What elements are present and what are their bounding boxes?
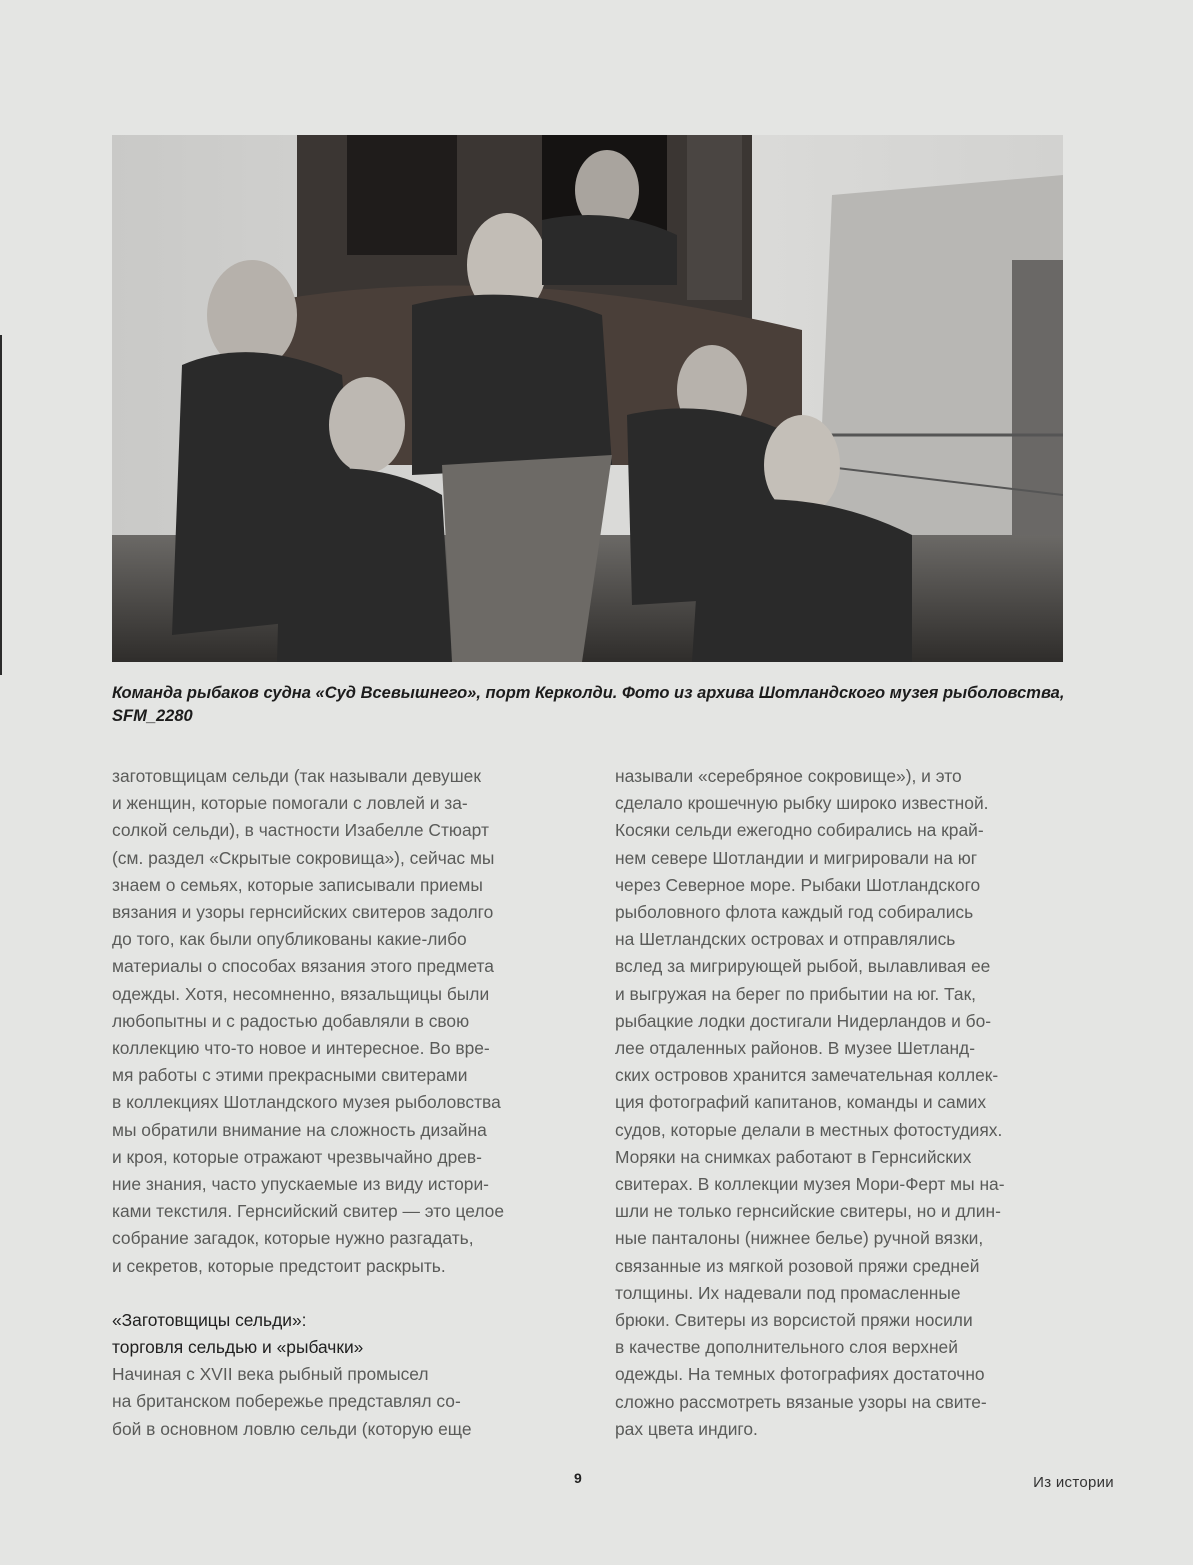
- text-line: судов, которые делали в местных фотостудиях.: [615, 1119, 1003, 1140]
- caption-line: Команда рыбаков судна «Суд Всевышнего», порт Керколди. Фото из архива Шотландского музея рыболовства,: [112, 684, 1065, 702]
- text-line: любопытны и с радостью добавляли в свою: [112, 1010, 470, 1031]
- text-line: ками текстиля. Гернсийский свитер — это целое: [112, 1201, 505, 1222]
- text-line: рыболовного флота каждый год собирались: [615, 902, 974, 923]
- text-line: в коллекциях Шотландского музея рыболовства: [112, 1092, 501, 1113]
- text-line: Моряки на снимках работают в Гернсийских: [615, 1146, 972, 1167]
- text-line: толщины. Их надевали под промасленные: [615, 1282, 961, 1303]
- text-line: ние знания, часто упускаемые из виду истори-: [112, 1174, 489, 1195]
- text-line: бой в основном ловлю сельди (которую еще: [112, 1418, 472, 1439]
- text-line: ских островов хранится замечательная коллек-: [615, 1065, 999, 1086]
- text-line: на Шетландских островах и отправлялись: [615, 929, 956, 950]
- subheading-line: «Заготовщицы сельди»:: [112, 1309, 307, 1330]
- text-line: свитерах. В коллекции музея Мори-Ферт мы на-: [615, 1174, 1005, 1195]
- page-number: 9: [574, 1470, 582, 1486]
- text-line: через Северное море. Рыбаки Шотландского: [615, 874, 981, 895]
- text-line: солкой сельди), в частности Изабелле Стюарт: [112, 820, 489, 841]
- text-line: шли не только гернсийские свитеры, но и длин-: [615, 1201, 1001, 1222]
- text-line: (см. раздел «Скрытые сокровища»), сейчас мы: [112, 847, 495, 868]
- crew-photo-image: [112, 135, 1063, 662]
- text-line: и выгружая на берег по прибытии на юг. Так,: [615, 983, 977, 1004]
- text-line: рыбацкие лодки достигали Нидерландов и бо-: [615, 1010, 992, 1031]
- page-edge-mark: [0, 335, 2, 675]
- text-line: коллекцию что-то новое и интересное. Во вре-: [112, 1038, 490, 1059]
- text-line: собрание загадок, которые нужно разгадать,: [112, 1228, 474, 1249]
- text-line: рах цвета индиго.: [615, 1418, 758, 1439]
- text-line: в качестве дополнительного слоя верхней: [615, 1337, 958, 1358]
- text-line: нем севере Шотландии и мигрировали на юг: [615, 847, 978, 868]
- subheading-line: торговля сельдью и «рыбачки»: [112, 1337, 364, 1358]
- text-line: материалы о способах вязания этого предмета: [112, 956, 494, 977]
- text-line: вязания и узоры гернсийских свитеров задолго: [112, 902, 494, 923]
- text-line: сделало крошечную рыбку широко известной.: [615, 793, 989, 814]
- text-line: Косяки сельди ежегодно собирались на край-: [615, 820, 984, 841]
- paragraph-intro: [112, 763, 564, 1280]
- photo-caption: [112, 682, 1072, 728]
- text-line: мя работы с этими прекрасными свитерами: [112, 1065, 468, 1086]
- text-line: брюки. Свитеры из ворсистой пряжи носили: [615, 1310, 973, 1331]
- left-column: [112, 763, 564, 1443]
- paragraph-continued: [615, 763, 1067, 1443]
- text-line: одежды. Хотя, несомненно, вязальщицы были: [112, 983, 490, 1004]
- running-footer-section: Из истории: [1033, 1474, 1114, 1491]
- text-line: лее отдаленных районов. В музее Шетланд-: [615, 1038, 975, 1059]
- crew-photo: [112, 135, 1063, 662]
- text-line: знаем о семьях, которые записывали приемы: [112, 874, 483, 895]
- text-line: ция фотографий капитанов, команды и самих: [615, 1092, 987, 1113]
- text-line: и женщин, которые помогали с ловлей и за-: [112, 793, 468, 814]
- text-line: заготовщицам сельди (так называли девушек: [112, 766, 481, 786]
- text-line: ные панталоны (нижнее белье) ручной вязки,: [615, 1228, 984, 1249]
- text-line: до того, как были опубликованы какие-либо: [112, 929, 467, 950]
- right-column: [615, 763, 1067, 1443]
- text-line: связанные из мягкой розовой пряжи средней: [615, 1255, 980, 1276]
- paragraph-herring: [112, 1361, 564, 1443]
- text-line: одежды. На темных фотографиях достаточно: [615, 1364, 985, 1385]
- caption-line: SFM_2280: [112, 707, 193, 725]
- text-line: вслед за мигрирующей рыбой, вылавливая ее: [615, 956, 991, 977]
- text-line: на британском побережье представлял со-: [112, 1391, 461, 1412]
- text-line: называли «серебряное сокровище»), и это: [615, 766, 962, 786]
- text-line: и секретов, которые предстоит раскрыть.: [112, 1255, 446, 1276]
- section-subheading: [112, 1307, 564, 1361]
- text-line: мы обратили внимание на сложность дизайна: [112, 1119, 487, 1140]
- text-line: Начиная с XVII века рыбный промысел: [112, 1364, 429, 1385]
- text-line: сложно рассмотреть вязаные узоры на свите-: [615, 1391, 987, 1412]
- text-line: и кроя, которые отражают чрезвычайно древ-: [112, 1146, 482, 1167]
